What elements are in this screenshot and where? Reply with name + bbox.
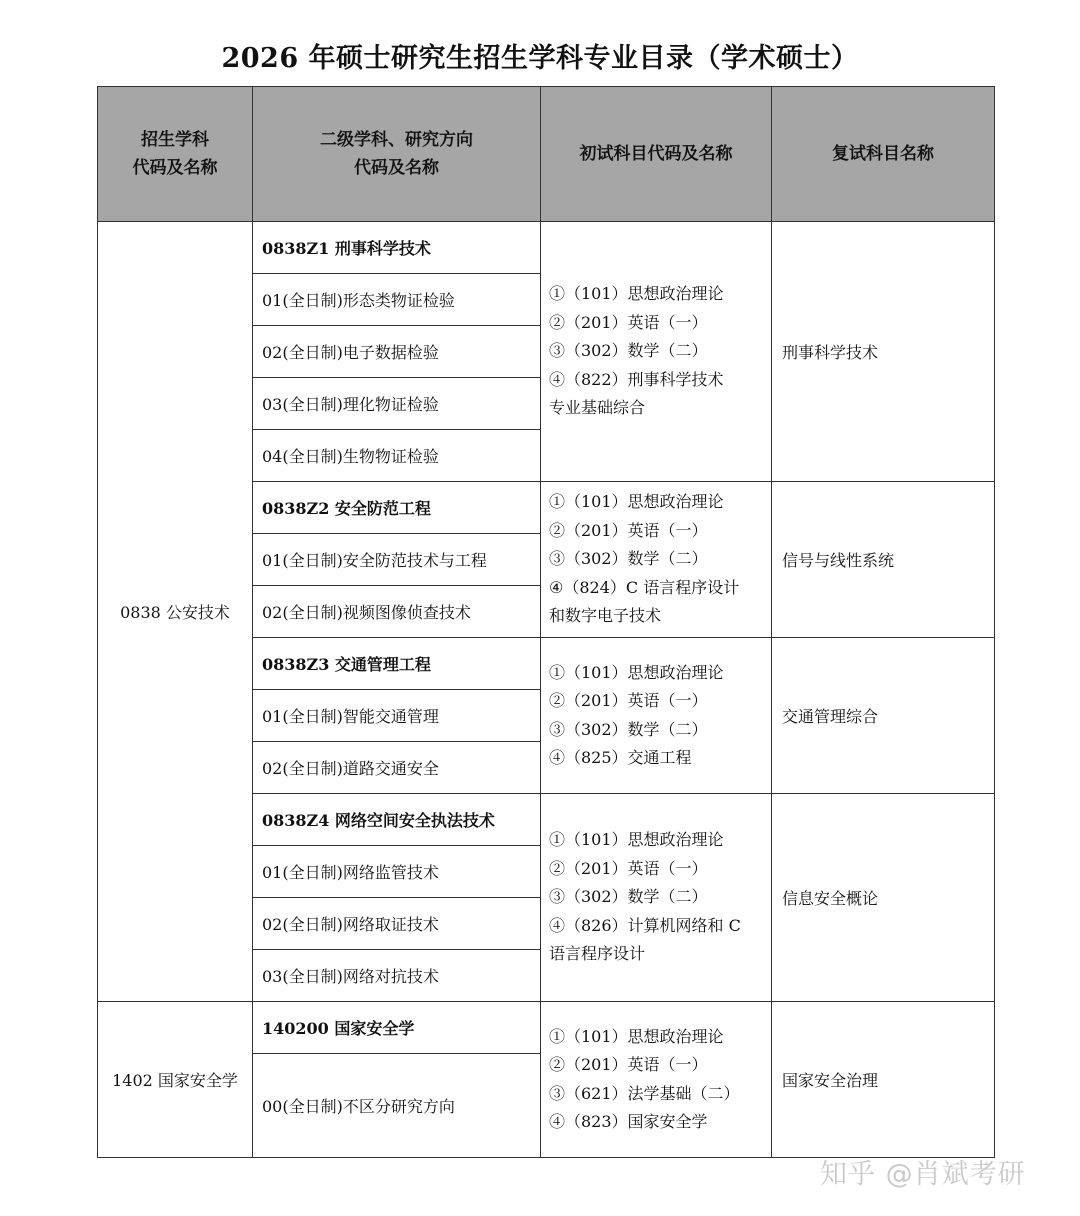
header-discipline-line2: 代码及名称: [354, 158, 439, 178]
direction-cell: 03(全日制)理化物证检验: [253, 378, 541, 430]
direction-cell: 02(全日制)电子数据检验: [253, 326, 541, 378]
discipline-cell: 0838Z4 网络空间安全执法技术: [253, 794, 541, 846]
exam-cell: [541, 1002, 772, 1158]
exam-line: ③（302）数学（二）: [549, 719, 708, 739]
exam-line: 和数字电子技术: [549, 606, 662, 626]
exam-line: ④（824）C 语言程序设计: [549, 577, 740, 597]
exam-line: ③（302）数学（二）: [549, 341, 708, 361]
table-row: [98, 1002, 995, 1054]
exam-line: ①（101）思想政治理论: [549, 662, 724, 682]
discipline-cell: 0838Z3 交通管理工程: [253, 638, 541, 690]
exam-line: ①（101）思想政治理论: [549, 492, 724, 512]
exam-line: ③（302）数学（二）: [549, 549, 708, 569]
discipline-cell: 0838Z1 刑事科学技术: [253, 222, 541, 274]
exam-line: ①（101）思想政治理论: [549, 830, 724, 850]
exam-line: ①（101）思想政治理论: [549, 284, 724, 304]
exam-line: ④（822）刑事科学技术: [549, 369, 724, 389]
exam-line: ②（201）英语（一）: [549, 520, 708, 540]
page-title: 2026 年硕士研究生招生学科专业目录（学术硕士）: [221, 43, 859, 74]
direction-cell: 01(全日制)智能交通管理: [253, 690, 541, 742]
exam-cell: [541, 482, 772, 638]
direction-cell: 00(全日制)不区分研究方向: [253, 1054, 541, 1158]
table-row: [98, 222, 995, 274]
header-discipline-line1: 二级学科、研究方向: [320, 130, 473, 150]
exam-line: 语言程序设计: [549, 944, 646, 964]
exam-line: 专业基础综合: [549, 398, 646, 418]
table-header-row: [98, 87, 995, 222]
retest-cell: 信号与线性系统: [772, 482, 995, 638]
direction-cell: 02(全日制)网络取证技术: [253, 898, 541, 950]
header-exam: 初试科目代码及名称: [541, 87, 772, 222]
discipline-cell: 0838Z2 安全防范工程: [253, 482, 541, 534]
exam-line: ②（201）英语（一）: [549, 312, 708, 332]
exam-line: ②（201）英语（一）: [549, 858, 708, 878]
exam-line: ③（302）数学（二）: [549, 887, 708, 907]
exam-line: ②（201）英语（一）: [549, 1055, 708, 1074]
header-major: [98, 87, 253, 222]
exam-line: ④（825）交通工程: [549, 748, 692, 767]
exam-line: ②（201）英语（一）: [549, 691, 708, 710]
direction-cell: 04(全日制)生物物证检验: [253, 430, 541, 482]
exam-cell: [541, 222, 772, 482]
direction-cell: 01(全日制)形态类物证检验: [253, 274, 541, 326]
direction-cell: 01(全日制)网络监管技术: [253, 846, 541, 898]
header-retest: 复试科目名称: [772, 87, 995, 222]
major-cell: 0838 公安技术: [98, 222, 253, 1002]
discipline-cell: 140200 国家安全学: [253, 1002, 541, 1054]
exam-cell: [541, 638, 772, 794]
header-major-line2: 代码及名称: [132, 158, 218, 178]
exam-line: ③（621）法学基础（二）: [549, 1083, 740, 1103]
major-cell: 1402 国家安全学: [98, 1002, 253, 1158]
direction-cell: 01(全日制)安全防范技术与工程: [253, 534, 541, 586]
header-major-line1: 招生学科: [141, 130, 209, 150]
exam-line: ④（823）国家安全学: [549, 1112, 708, 1131]
exam-line: ④（826）计算机网络和 C: [549, 915, 741, 935]
retest-cell: 刑事科学技术: [772, 222, 995, 482]
direction-cell: 02(全日制)道路交通安全: [253, 742, 541, 794]
retest-cell: 信息安全概论: [772, 794, 995, 1002]
header-discipline: [253, 87, 541, 222]
direction-cell: 02(全日制)视频图像侦查技术: [253, 586, 541, 638]
exam-cell: [541, 794, 772, 1002]
catalog-table: [97, 86, 995, 1158]
exam-line: ①（101）思想政治理论: [549, 1026, 724, 1046]
retest-cell: 交通管理综合: [772, 638, 995, 794]
direction-cell: 03(全日制)网络对抗技术: [253, 950, 541, 1002]
retest-cell: 国家安全治理: [772, 1002, 995, 1158]
watermark: 知乎 @肖斌考研: [820, 1159, 1026, 1190]
